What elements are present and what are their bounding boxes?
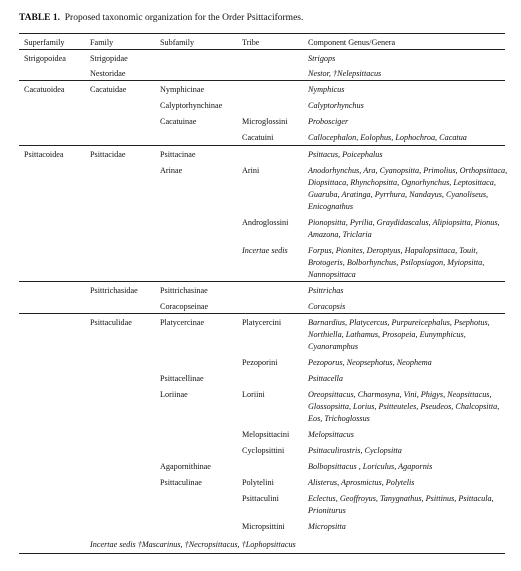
row-rule bbox=[19, 313, 505, 314]
genera-cell: Nymphicus bbox=[308, 85, 345, 94]
header-superfamily: Superfamily bbox=[24, 38, 65, 47]
tribe-cell: Melopsittacini bbox=[242, 430, 290, 439]
table-caption-text: Proposed taxonomic organization for the Order Psittaciformes. bbox=[64, 13, 304, 23]
superfamily-cell: Psittacoidea bbox=[24, 150, 64, 159]
family-cell: Psittrichasidae bbox=[90, 286, 138, 295]
superfamily-cell: Strigopoidea bbox=[24, 54, 66, 63]
genera-cell: Alisterus, Aprosmictus, Polytelis bbox=[308, 478, 415, 487]
genera-cell: Probosciger bbox=[308, 117, 349, 126]
header-subfamily: Subfamily bbox=[160, 38, 195, 47]
genera-cell: Nestor, †Nelepsittacus bbox=[308, 69, 382, 78]
genera-cell: Oreopsittacus, Charmosyna, Vini, Phigys, Neopsittacus, Glossopsitta, Lorius, Psitteuteles, Pseudeos, Chalcopsitta, Eos, Trichoglossus bbox=[308, 390, 500, 423]
subfamily-cell: Psittacinae bbox=[160, 150, 196, 159]
subfamily-cell: Cacatuinae bbox=[160, 117, 197, 126]
genera-cell: Forpus, Pionites, Deroptyus, Hapalopsittaca, Touit, Brotogeris, Bolborhynchus, Psilopsiagon, Myiopsitta, Nannopsittaca bbox=[308, 246, 485, 279]
table-bottom-rule bbox=[19, 553, 505, 554]
table-label: TABLE 1. bbox=[19, 13, 61, 23]
genera-cell: Psittacella bbox=[308, 374, 344, 383]
row-rule bbox=[19, 80, 505, 81]
subfamily-cell: Loriinae bbox=[160, 390, 188, 399]
superfamily-cell: Cacatuoidea bbox=[24, 85, 65, 94]
header-rule bbox=[19, 49, 505, 50]
subfamily-cell: Arinae bbox=[160, 166, 183, 175]
genera-cell: Strigops bbox=[308, 54, 336, 63]
tribe-cell: Loriini bbox=[242, 390, 265, 399]
genera-cell: Eclectus, Geoffroyus, Tanygnathus, Psittinus, Psittacula, Prioniturus bbox=[308, 494, 494, 515]
row-rule bbox=[19, 281, 505, 282]
tribe-cell: Micropsittini bbox=[242, 522, 285, 531]
tribe-cell: Cacatuini bbox=[242, 133, 274, 142]
genera-cell: Micropsitta bbox=[308, 522, 346, 531]
genera-cell: Melopsittacus bbox=[308, 430, 354, 439]
subfamily-cell: Psittrichasinae bbox=[160, 286, 208, 295]
subfamily-cell: Psittacellinae bbox=[160, 374, 204, 383]
table-top-rule bbox=[19, 33, 505, 34]
subfamily-cell: Nymphicinae bbox=[160, 85, 205, 94]
subfamily-cell: Psittaculinae bbox=[160, 478, 202, 487]
table-caption bbox=[19, 13, 303, 23]
tribe-cell: Cyclopsittini bbox=[242, 446, 285, 455]
tribe-cell: Incertae sedis bbox=[242, 246, 288, 255]
tribe-cell: Polytelini bbox=[242, 478, 274, 487]
family-cell: Nestoridae bbox=[90, 69, 126, 78]
family-cell: Psittacidae bbox=[90, 150, 126, 159]
header-genera: Component Genus/Genera bbox=[308, 38, 396, 47]
genera-cell: Bolbopsittacus , Loriculus, Agapornis bbox=[308, 462, 433, 471]
subfamily-cell: Platycercinae bbox=[160, 318, 205, 327]
tribe-cell: Platycercini bbox=[242, 318, 282, 327]
tribe-cell: Pezoporini bbox=[242, 358, 278, 367]
header-family: Family bbox=[90, 38, 114, 47]
genera-cell: Anodorhynchus, Ara, Cyanopsitta, Primolius, Orthopsittaca, Diopsittaca, Rhynchopsitta, Ognorhynchus, Leptosittaca, Guaruba, Aratinga, Pyrrhura, Nandayus, Cyanoliseus, Enicognathus bbox=[308, 166, 508, 211]
genera-cell: Calyptorhynchus bbox=[308, 101, 364, 110]
incertae-sedis-label: Incertae sedis bbox=[90, 540, 136, 549]
header-tribe: Tribe bbox=[242, 38, 260, 47]
incertae-sedis-taxa: †Mascarinus, †Necropsittacus, †Lophopsittacus bbox=[137, 540, 296, 549]
family-cell: Cacatuidae bbox=[90, 85, 127, 94]
genera-cell: Pezoporus, Neopsephotus, Neophema bbox=[308, 358, 432, 367]
tribe-cell: Androglossini bbox=[242, 218, 289, 227]
genera-cell: Psittaculirostris, Cyclopsitta bbox=[308, 446, 402, 455]
genera-cell: Psittacus, Poicephalus bbox=[308, 150, 383, 159]
tribe-cell: Arini bbox=[242, 166, 260, 175]
subfamily-cell: Calyptorhynchinae bbox=[160, 101, 223, 110]
row-rule bbox=[19, 145, 505, 146]
incertae-sedis-row bbox=[90, 539, 296, 551]
genera-cell: Coracopsis bbox=[308, 302, 346, 311]
family-cell: Psittaculidae bbox=[90, 318, 132, 327]
family-cell: Strigopidae bbox=[90, 54, 128, 63]
genera-cell: Callocephalon, Eolophus, Lophochroa, Cacatua bbox=[308, 133, 467, 142]
tribe-cell: Microglossini bbox=[242, 117, 288, 126]
genera-cell: Pionopsitta, Pyrilia, Graydidascalus, Alipiopsitta, Pionus, Amazona, Triclaria bbox=[308, 218, 500, 239]
genera-cell: Psittrichas bbox=[308, 286, 344, 295]
genera-cell: Barnardius, Platycercus, Purpureicephalus, Psephotus, Northiella, Lathamus, Prosopeia, Eunymphicus, Cyanoramphus bbox=[308, 318, 490, 351]
subfamily-cell: Coracopseinae bbox=[160, 302, 209, 311]
tribe-cell: Psittaculini bbox=[242, 494, 279, 503]
subfamily-cell: Agapornithinae bbox=[160, 462, 211, 471]
